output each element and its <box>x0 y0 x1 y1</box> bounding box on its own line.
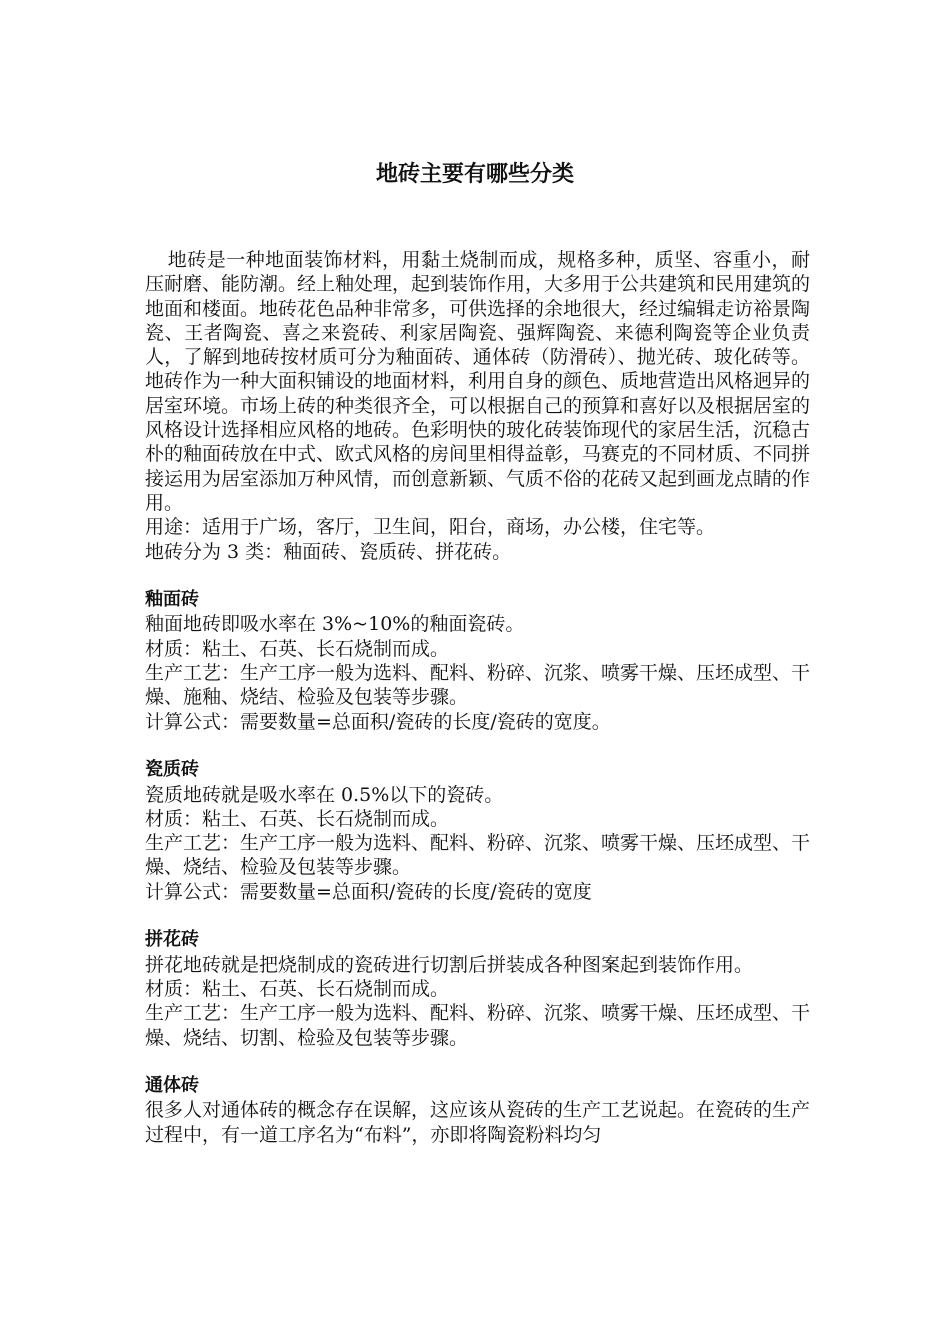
section-spacer <box>145 564 810 588</box>
section-line: 瓷质地砖就是吸水率在 0.5%以下的瓷砖。 <box>145 783 504 806</box>
section-line: 计算公式：需要数量=总面积/瓷砖的长度/瓷砖的宽度。 <box>145 710 611 733</box>
section-spacer <box>145 1050 810 1074</box>
usage-line: 用途：适用于广场，客厅，卫生间，阳台，商场，办公楼，住宅等。 <box>145 516 716 539</box>
section-line: 材质：粘土、石英、长石烧制而成。 <box>145 977 450 1000</box>
intro-paragraph: 地砖是一种地面装饰材料，用黏土烧制而成，规格多种，质坚、容重小，耐压耐磨、能防潮。经上釉处理，起到装饰作用，大多用于公共建筑和民用建筑的地面和楼面。地砖花色品种非常多，可供选择的余地很大，经过编辑走访裕景陶瓷、王者陶瓷、喜之来瓷砖、利家居陶瓷、强辉陶瓷、来德利陶瓷等企业负责人，了解到地砖按材质可分为釉面砖、通体砖（防滑砖）、抛光砖、玻化砖等。地砖作为一种大面积铺设的地面材料，利用自身的颜色、质地营造出风格迥异的居室环境。市场上砖的种类很齐全，可以根据自己的预算和喜好以及根据居室的风格设计选择相应风格的地砖。色彩明快的玻化砖装饰现代的家居生活，沉稳古朴的釉面砖放在中式、欧式风格的房间里相得益彰，马赛克的不同材质、不同拼接运用为居室添加万种风情，而创意新颖、气质不俗的花砖又起到画龙点睛的作用。 <box>145 249 811 514</box>
section-line: 生产工艺：生产工序一般为选料、配料、粉碎、沉浆、喷雾干燥、压坯成型、干燥、施釉、烧结、检验及包装等步骤。 <box>145 662 811 709</box>
section-line: 生产工艺：生产工序一般为选料、配料、粉碎、沉浆、喷雾干燥、压坯成型、干燥、烧结、检验及包装等步骤。 <box>145 832 811 879</box>
section-line: 材质：粘土、石英、长石烧制而成。 <box>145 637 450 660</box>
section-heading: 瓷质砖 <box>145 759 199 781</box>
section-line: 很多人对通体砖的概念存在误解，这应该从瓷砖的生产工艺说起。在瓷砖的生产过程中，有一道工序名为“布料”，亦即将陶瓷粉料均匀 <box>145 1099 811 1146</box>
categories-line: 地砖分为 3 类：釉面砖、瓷质砖、拼花砖。 <box>145 540 512 563</box>
section-line: 生产工艺：生产工序一般为选料、配料、粉碎、沉浆、喷雾干燥、压坯成型、干燥、烧结、切割、检验及包装等步骤。 <box>145 1002 811 1049</box>
document-body <box>145 248 810 1147</box>
section-line: 拼花地砖就是把烧制成的瓷砖进行切割后拼装成各种图案起到装饰作用。 <box>145 953 754 976</box>
section-heading: 拼花砖 <box>145 929 199 951</box>
section-heading: 釉面砖 <box>145 589 199 611</box>
section-spacer <box>145 904 810 928</box>
section-line: 釉面地砖即吸水率在 3%~10%的釉面瓷砖。 <box>145 613 525 636</box>
section-heading: 通体砖 <box>145 1075 199 1097</box>
section-glazed-tile <box>145 588 810 734</box>
section-spacer <box>145 734 810 758</box>
section-line: 材质：粘土、石英、长石烧制而成。 <box>145 807 450 830</box>
document-title: 地砖主要有哪些分类 <box>375 162 574 187</box>
section-full-body-tile <box>145 1074 810 1147</box>
section-mosaic-tile <box>145 928 810 1049</box>
section-line: 计算公式：需要数量=总面积/瓷砖的长度/瓷砖的宽度 <box>145 880 592 903</box>
section-porcelain-tile <box>145 758 810 904</box>
